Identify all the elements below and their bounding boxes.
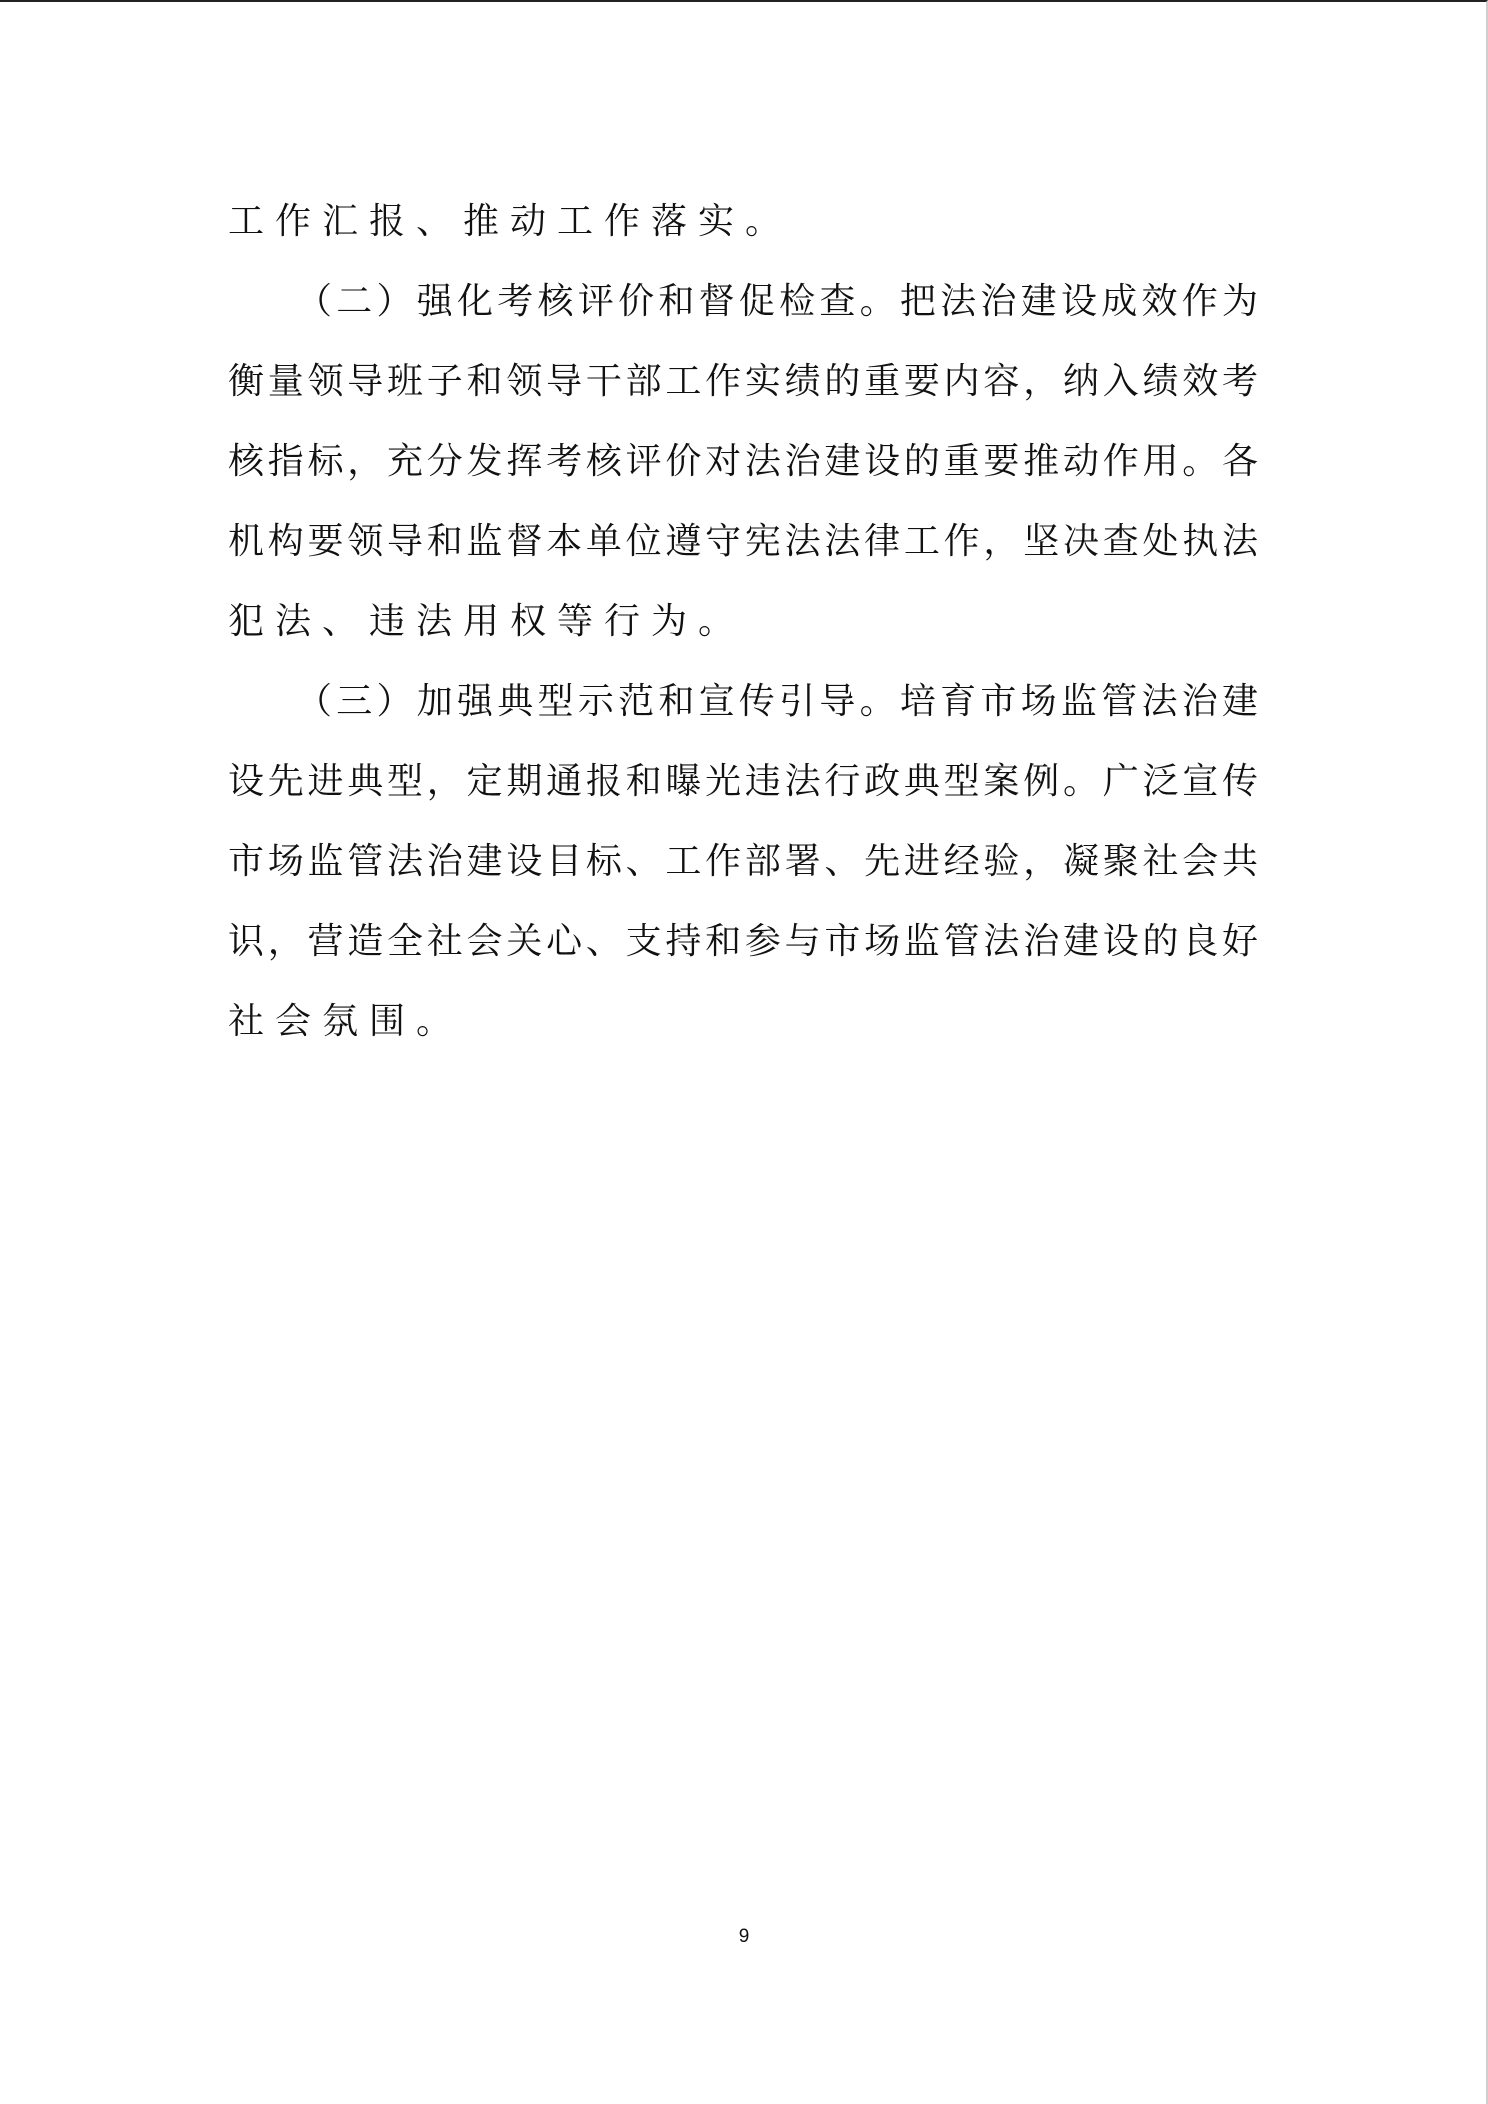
text-line: （三）加强典型示范和宣传引导。培育市场监管法治建 [296,681,1260,722]
text-line: 核指标，充分发挥考核评价对法治建设的重要推动作用。各 [228,441,1260,482]
text-line: 识，营造全社会关心、支持和参与市场监管法治建设的良好 [228,921,1260,962]
text-line: 衡量领导班子和领导干部工作实绩的重要内容，纳入绩效考 [228,361,1260,402]
text-line: 犯法、违法用权等行为。 [228,601,746,642]
text-line: （二）强化考核评价和督促检查。把法治建设成效作为 [296,281,1260,322]
body-text [228,182,1260,1062]
text-line: 市场监管法治建设目标、工作部署、先进经验，凝聚社会共 [228,841,1260,882]
text-line: 社会氛围。 [228,1001,464,1042]
text-line: 工作汇报、推动工作落实。 [228,201,793,242]
page-number: 9 [738,1926,750,1947]
text-line: 机构要领导和监督本单位遵守宪法法律工作，坚决查处执法 [228,521,1260,562]
text-line: 设先进典型，定期通报和曝光违法行政典型案例。广泛宣传 [228,761,1260,802]
